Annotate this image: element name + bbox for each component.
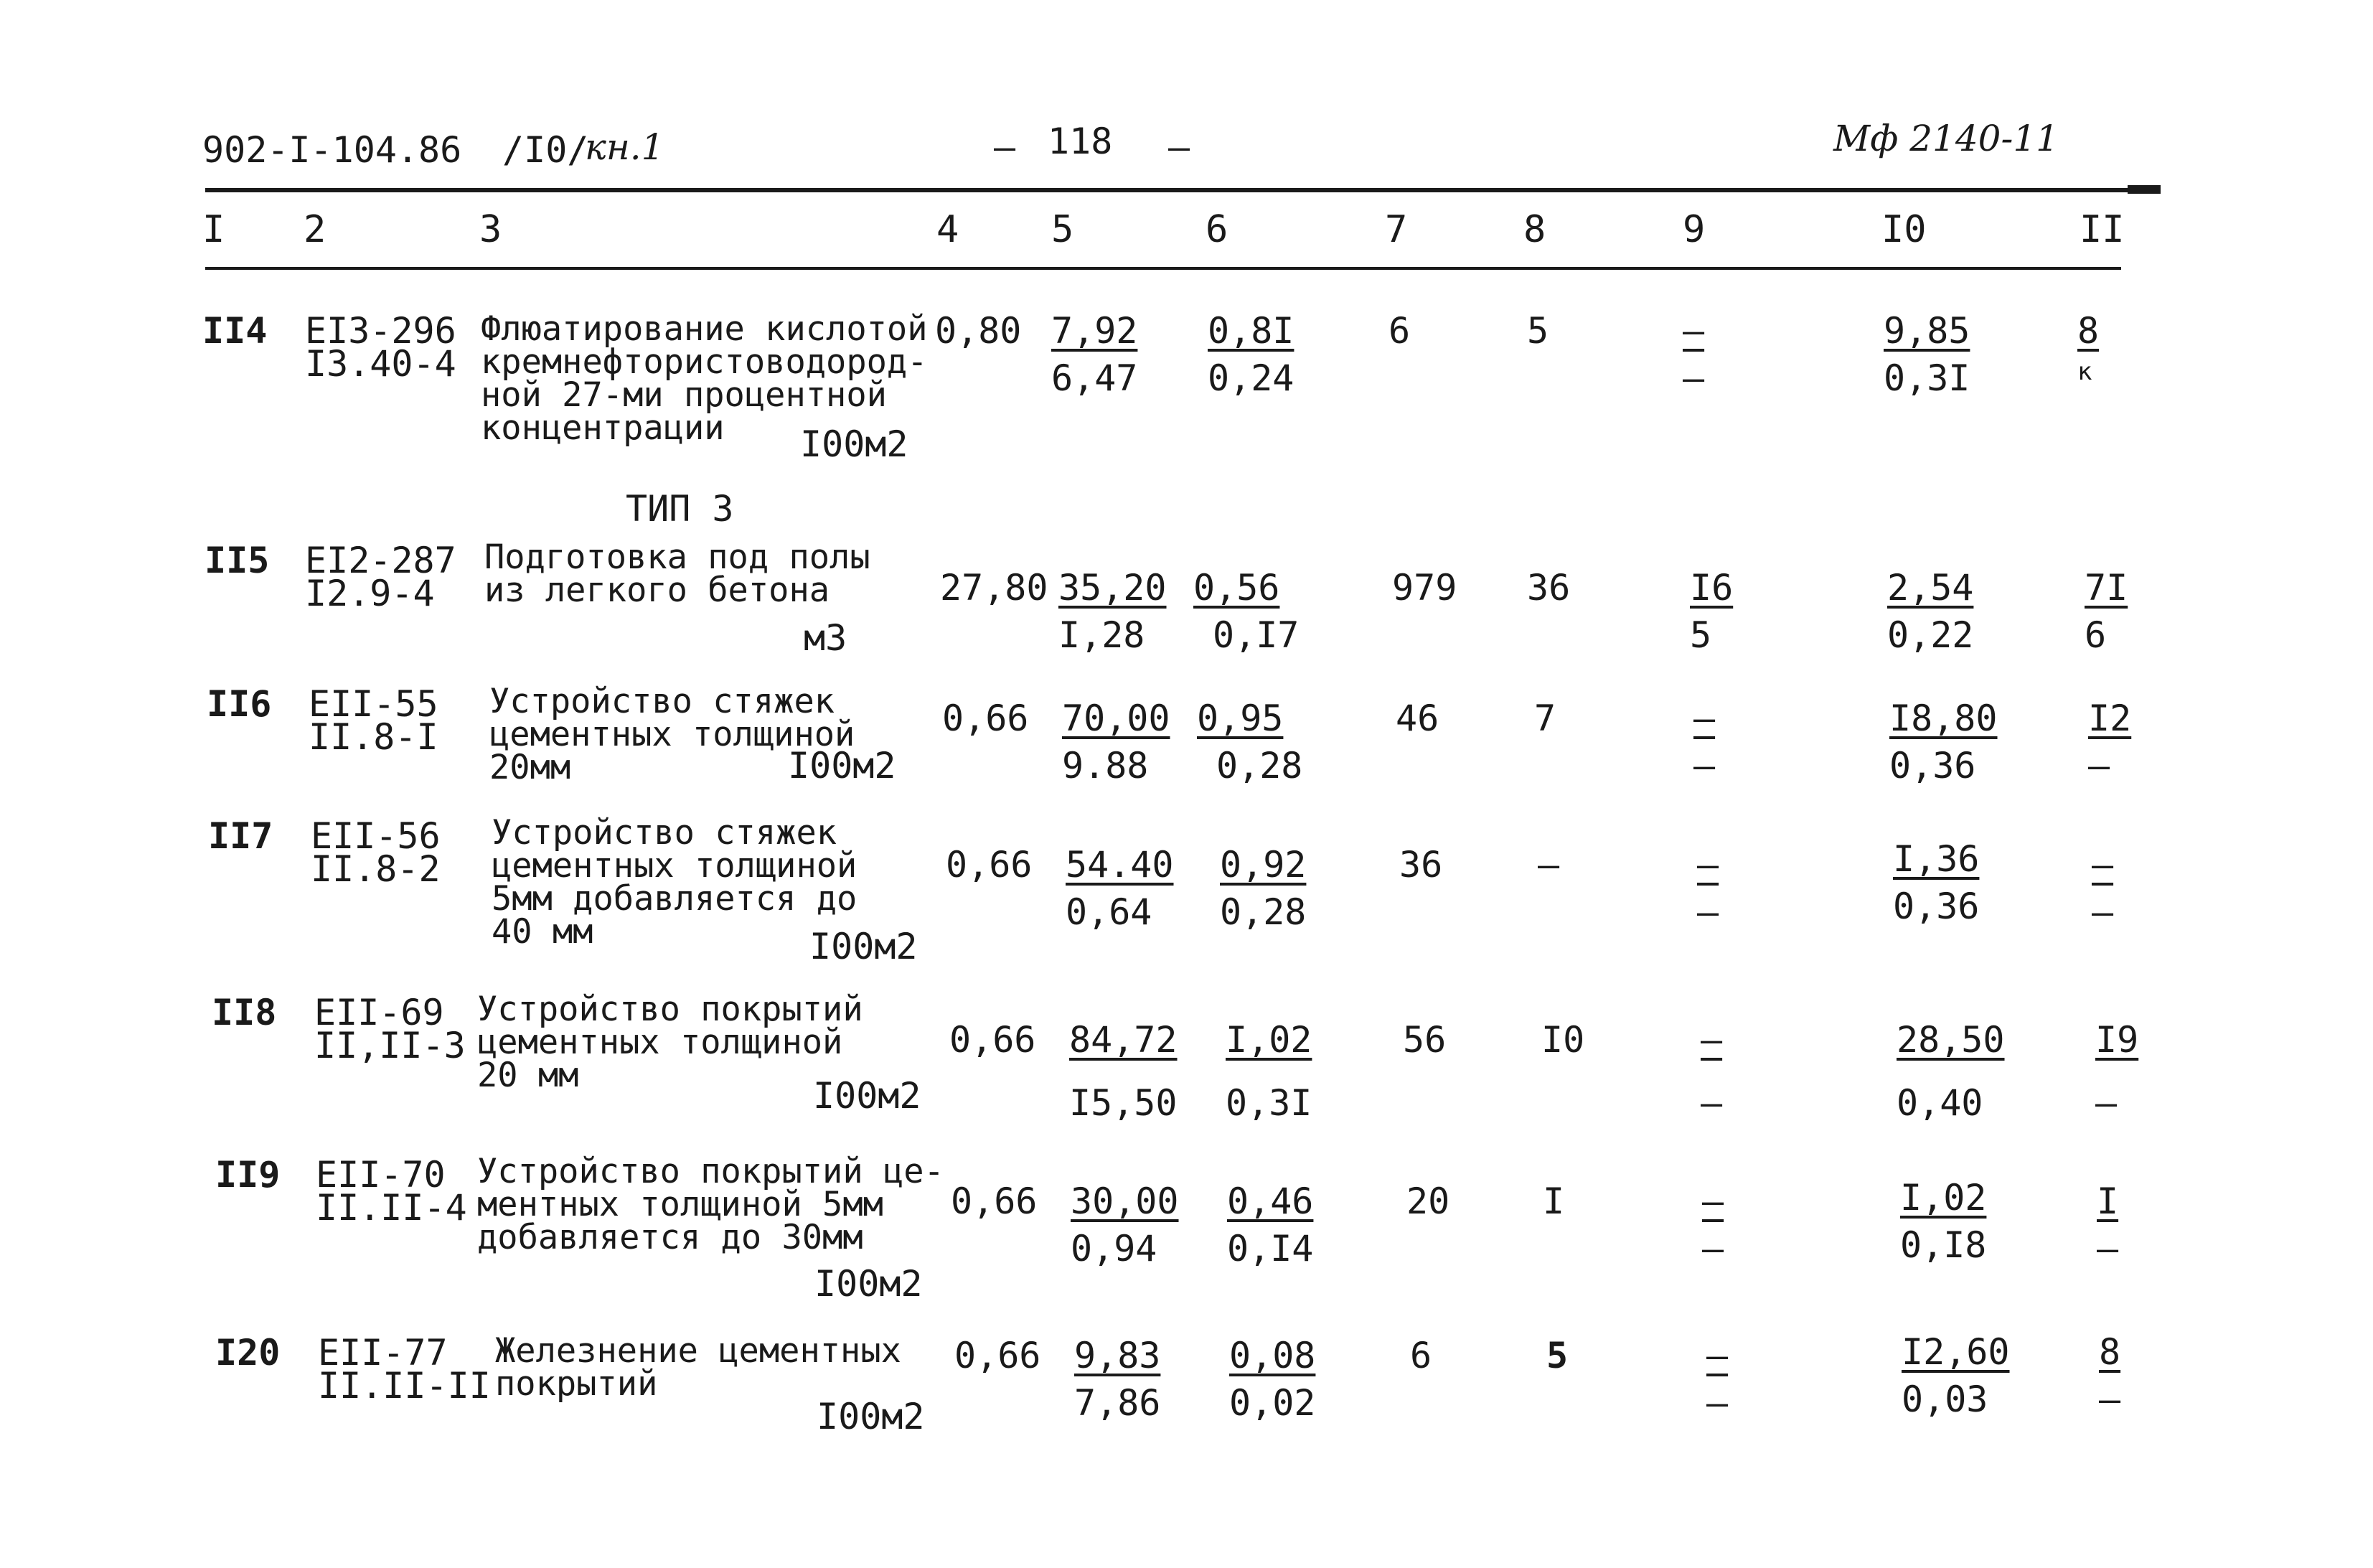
unit: м3	[804, 617, 847, 659]
col5-wages: 6,47	[1051, 357, 1138, 399]
col5-total: 35,20	[1058, 567, 1167, 609]
code-primary: EI3-296	[305, 310, 456, 352]
work-description-line: из легкого бетона	[484, 571, 830, 610]
work-description-line: Устройство покрытий це-	[477, 1152, 944, 1191]
row-number: II5	[205, 540, 270, 581]
col11-bottom: –	[2097, 1228, 2119, 1269]
code-secondary: II.8-2	[311, 848, 441, 890]
col6-total: 0,95	[1197, 698, 1284, 739]
col7-value: 979	[1392, 567, 1457, 609]
book-number-handwritten: кн.1	[585, 126, 664, 168]
col9-top: –	[1683, 310, 1705, 352]
quantity: 0,66	[946, 844, 1033, 886]
col10-bottom: 0,40	[1897, 1082, 1983, 1124]
col6-wages: 0,I4	[1227, 1228, 1314, 1269]
unit: I00м2	[817, 1396, 925, 1437]
work-description-line: концентрации	[481, 408, 725, 448]
unit: I00м2	[809, 926, 918, 967]
col9-top: I6	[1690, 567, 1734, 609]
col9-bottom: 5	[1690, 614, 1712, 656]
work-description-line: покрытий	[495, 1364, 658, 1404]
col5-wages: 9.88	[1062, 745, 1149, 787]
col6-wages: 0,24	[1208, 357, 1294, 399]
quantity: 0,66	[949, 1019, 1036, 1061]
col9-top: –	[1701, 1019, 1723, 1061]
code-secondary: II.II-4	[316, 1187, 467, 1229]
work-description-line: цементных толщиной	[489, 715, 855, 754]
code-primary: EII-56	[311, 815, 441, 857]
col6-wages: 0,28	[1216, 745, 1303, 787]
column-header-2: 2	[304, 208, 326, 251]
document-part: /I0/	[502, 129, 589, 171]
col5-wages: 0,94	[1071, 1228, 1157, 1269]
col11-top: I9	[2095, 1019, 2139, 1061]
col11-bottom: –	[2099, 1379, 2121, 1420]
col5-wages: I,28	[1058, 614, 1145, 656]
work-description-line: ной 27-ми процентной	[481, 375, 887, 415]
page-dash-left: –	[994, 126, 1016, 168]
work-description-line: 40 мм	[492, 912, 593, 952]
col10-bottom: 0,3I	[1884, 357, 1970, 399]
col6-total: 0,08	[1229, 1335, 1316, 1376]
page-number: 118	[1048, 121, 1113, 162]
column-header-8: 8	[1523, 208, 1546, 251]
code-primary: EII-55	[309, 683, 438, 725]
code-primary: EII-77	[318, 1332, 448, 1374]
col6-wages: 0,28	[1220, 891, 1307, 933]
col11-top: –	[2092, 844, 2114, 886]
col10-bottom: 0,03	[1902, 1379, 1988, 1420]
col8-value: 7	[1534, 698, 1556, 739]
col7-value: 56	[1403, 1019, 1447, 1061]
row-number: II9	[215, 1154, 281, 1196]
work-description-line: цементных толщиной	[477, 1023, 843, 1062]
column-header-4: 4	[936, 208, 959, 251]
code-primary: EII-69	[314, 992, 444, 1033]
col9-top: –	[1697, 844, 1719, 886]
column-header-1: I	[202, 208, 225, 251]
row-number: I20	[215, 1332, 281, 1374]
column-header-6: 6	[1206, 208, 1228, 251]
column-header-5: 5	[1051, 208, 1074, 251]
col11-top: 8	[2077, 310, 2100, 352]
work-description-line: Флюатирование кислотой	[481, 309, 928, 349]
col11-top: 7I	[2085, 567, 2128, 609]
col9-top: –	[1706, 1335, 1729, 1376]
col11-bottom: 6	[2085, 614, 2107, 656]
header-rule-end	[2128, 185, 2161, 194]
work-description-line: 5мм добавляется до	[492, 879, 857, 919]
code-secondary: II.8-I	[309, 716, 438, 758]
col6-total: 0,8I	[1208, 310, 1294, 352]
col10-top: I,02	[1900, 1177, 1987, 1219]
code-secondary: II.II-II	[318, 1365, 491, 1407]
col5-total: 54.40	[1066, 844, 1174, 886]
col11-bottom: –	[2088, 745, 2110, 787]
col6-wages: 0,I7	[1213, 614, 1300, 656]
col6-total: 0,92	[1220, 844, 1307, 886]
col9-bottom: –	[1693, 745, 1716, 787]
col7-value: 6	[1410, 1335, 1432, 1376]
work-description-line: Устройство покрытий	[477, 990, 863, 1029]
column-header-7: 7	[1385, 208, 1408, 251]
quantity: 27,80	[940, 567, 1048, 609]
column-header-11: II	[2080, 208, 2125, 251]
col10-top: 9,85	[1884, 310, 1970, 352]
col6-wages: 0,3I	[1226, 1082, 1312, 1124]
quantity: 0,66	[951, 1180, 1038, 1222]
col6-wages: 0,02	[1229, 1382, 1316, 1424]
col5-total: 30,00	[1071, 1180, 1179, 1222]
work-description-line: добавляется до 30мм	[477, 1218, 863, 1257]
col9-bottom: –	[1697, 891, 1719, 933]
col8-value: –	[1538, 844, 1560, 886]
col11-bottom: –	[2095, 1082, 2118, 1124]
col11-top: I	[2097, 1180, 2119, 1222]
document-code: 902-I-104.86	[202, 129, 462, 171]
col9-bottom: –	[1701, 1082, 1723, 1124]
col5-wages: 0,64	[1066, 891, 1152, 933]
col7-value: 6	[1388, 310, 1411, 352]
col11-bottom: –	[2092, 891, 2114, 933]
header-rule	[205, 188, 2161, 192]
row-number: II8	[212, 992, 277, 1033]
col7-value: 46	[1396, 698, 1439, 739]
unit: I00м2	[813, 1075, 921, 1117]
unit: I00м2	[814, 1263, 923, 1305]
col5-total: 9,83	[1074, 1335, 1161, 1376]
col11-top: I2	[2088, 698, 2132, 739]
col5-total: 84,72	[1069, 1019, 1178, 1061]
code-secondary: II,II-3	[314, 1025, 466, 1066]
col9-top: –	[1693, 698, 1716, 739]
col10-top: I,36	[1893, 838, 1980, 880]
col11-top: 8	[2099, 1331, 2121, 1373]
col10-bottom: 0,36	[1889, 745, 1976, 787]
col8-value: I	[1543, 1180, 1565, 1222]
col5-wages: I5,50	[1069, 1082, 1178, 1124]
row-number: II7	[208, 815, 273, 857]
col8-value: I0	[1541, 1019, 1585, 1061]
work-description-line: Подготовка под полы	[484, 537, 870, 577]
col10-top: 2,54	[1887, 567, 1974, 609]
col10-bottom: 0,22	[1887, 614, 1974, 656]
column-header-3: 3	[479, 208, 502, 251]
quantity: 0,66	[942, 698, 1029, 739]
page-dash-right: –	[1168, 126, 1190, 168]
col9-bottom: –	[1706, 1382, 1729, 1424]
col6-total: I,02	[1226, 1019, 1312, 1061]
col8-value: 5	[1527, 310, 1549, 352]
col8-value: 5	[1546, 1335, 1569, 1376]
work-description-line: кремнефтористоводород-	[481, 342, 928, 382]
col10-top: I8,80	[1889, 698, 1998, 739]
quantity: 0,80	[935, 310, 1022, 352]
column-header-10: I0	[1881, 208, 1927, 251]
col5-total: 7,92	[1051, 310, 1138, 352]
work-description-line: цементных толщиной	[492, 846, 857, 886]
work-description-line: Железнение цементных	[495, 1331, 901, 1371]
section-title: ТИП 3	[626, 488, 734, 530]
unit: I00м2	[788, 745, 896, 787]
col8-value: 36	[1527, 567, 1571, 609]
col10-top: I2,60	[1902, 1331, 2010, 1373]
unit: I00м2	[800, 423, 908, 465]
code-secondary: I3.40-4	[305, 343, 456, 385]
col9-bottom: –	[1683, 357, 1705, 399]
col9-bottom: –	[1702, 1228, 1724, 1269]
work-description-line: Устройство стяжек	[489, 682, 835, 721]
archive-stamp: Мф 2140-11	[1833, 118, 2059, 159]
col6-total: 0,46	[1227, 1180, 1314, 1222]
code-primary: EII-70	[316, 1154, 446, 1196]
column-header-rule	[205, 267, 2121, 270]
work-description-line: 20мм	[489, 748, 571, 787]
col10-top: 28,50	[1897, 1019, 2005, 1061]
code-secondary: I2.9-4	[305, 573, 435, 614]
work-description-line: Устройство стяжек	[492, 813, 837, 853]
quantity: 0,66	[954, 1335, 1041, 1376]
col7-value: 36	[1399, 844, 1443, 886]
col5-wages: 7,86	[1074, 1382, 1161, 1424]
row-number: II6	[207, 683, 272, 725]
code-primary: EI2-287	[305, 540, 456, 581]
work-description-line: ментных толщиной 5мм	[477, 1185, 883, 1224]
column-header-9: 9	[1683, 208, 1706, 251]
col10-bottom: 0,I8	[1900, 1224, 1987, 1266]
col10-bottom: 0,36	[1893, 886, 1980, 927]
col6-total: 0,56	[1193, 567, 1280, 609]
col7-value: 20	[1406, 1180, 1450, 1222]
row-number: II4	[202, 310, 268, 352]
col9-top: –	[1702, 1180, 1724, 1222]
col5-total: 70,00	[1062, 698, 1170, 739]
col11-bottom: к	[2077, 357, 2092, 386]
work-description-line: 20 мм	[477, 1056, 579, 1095]
